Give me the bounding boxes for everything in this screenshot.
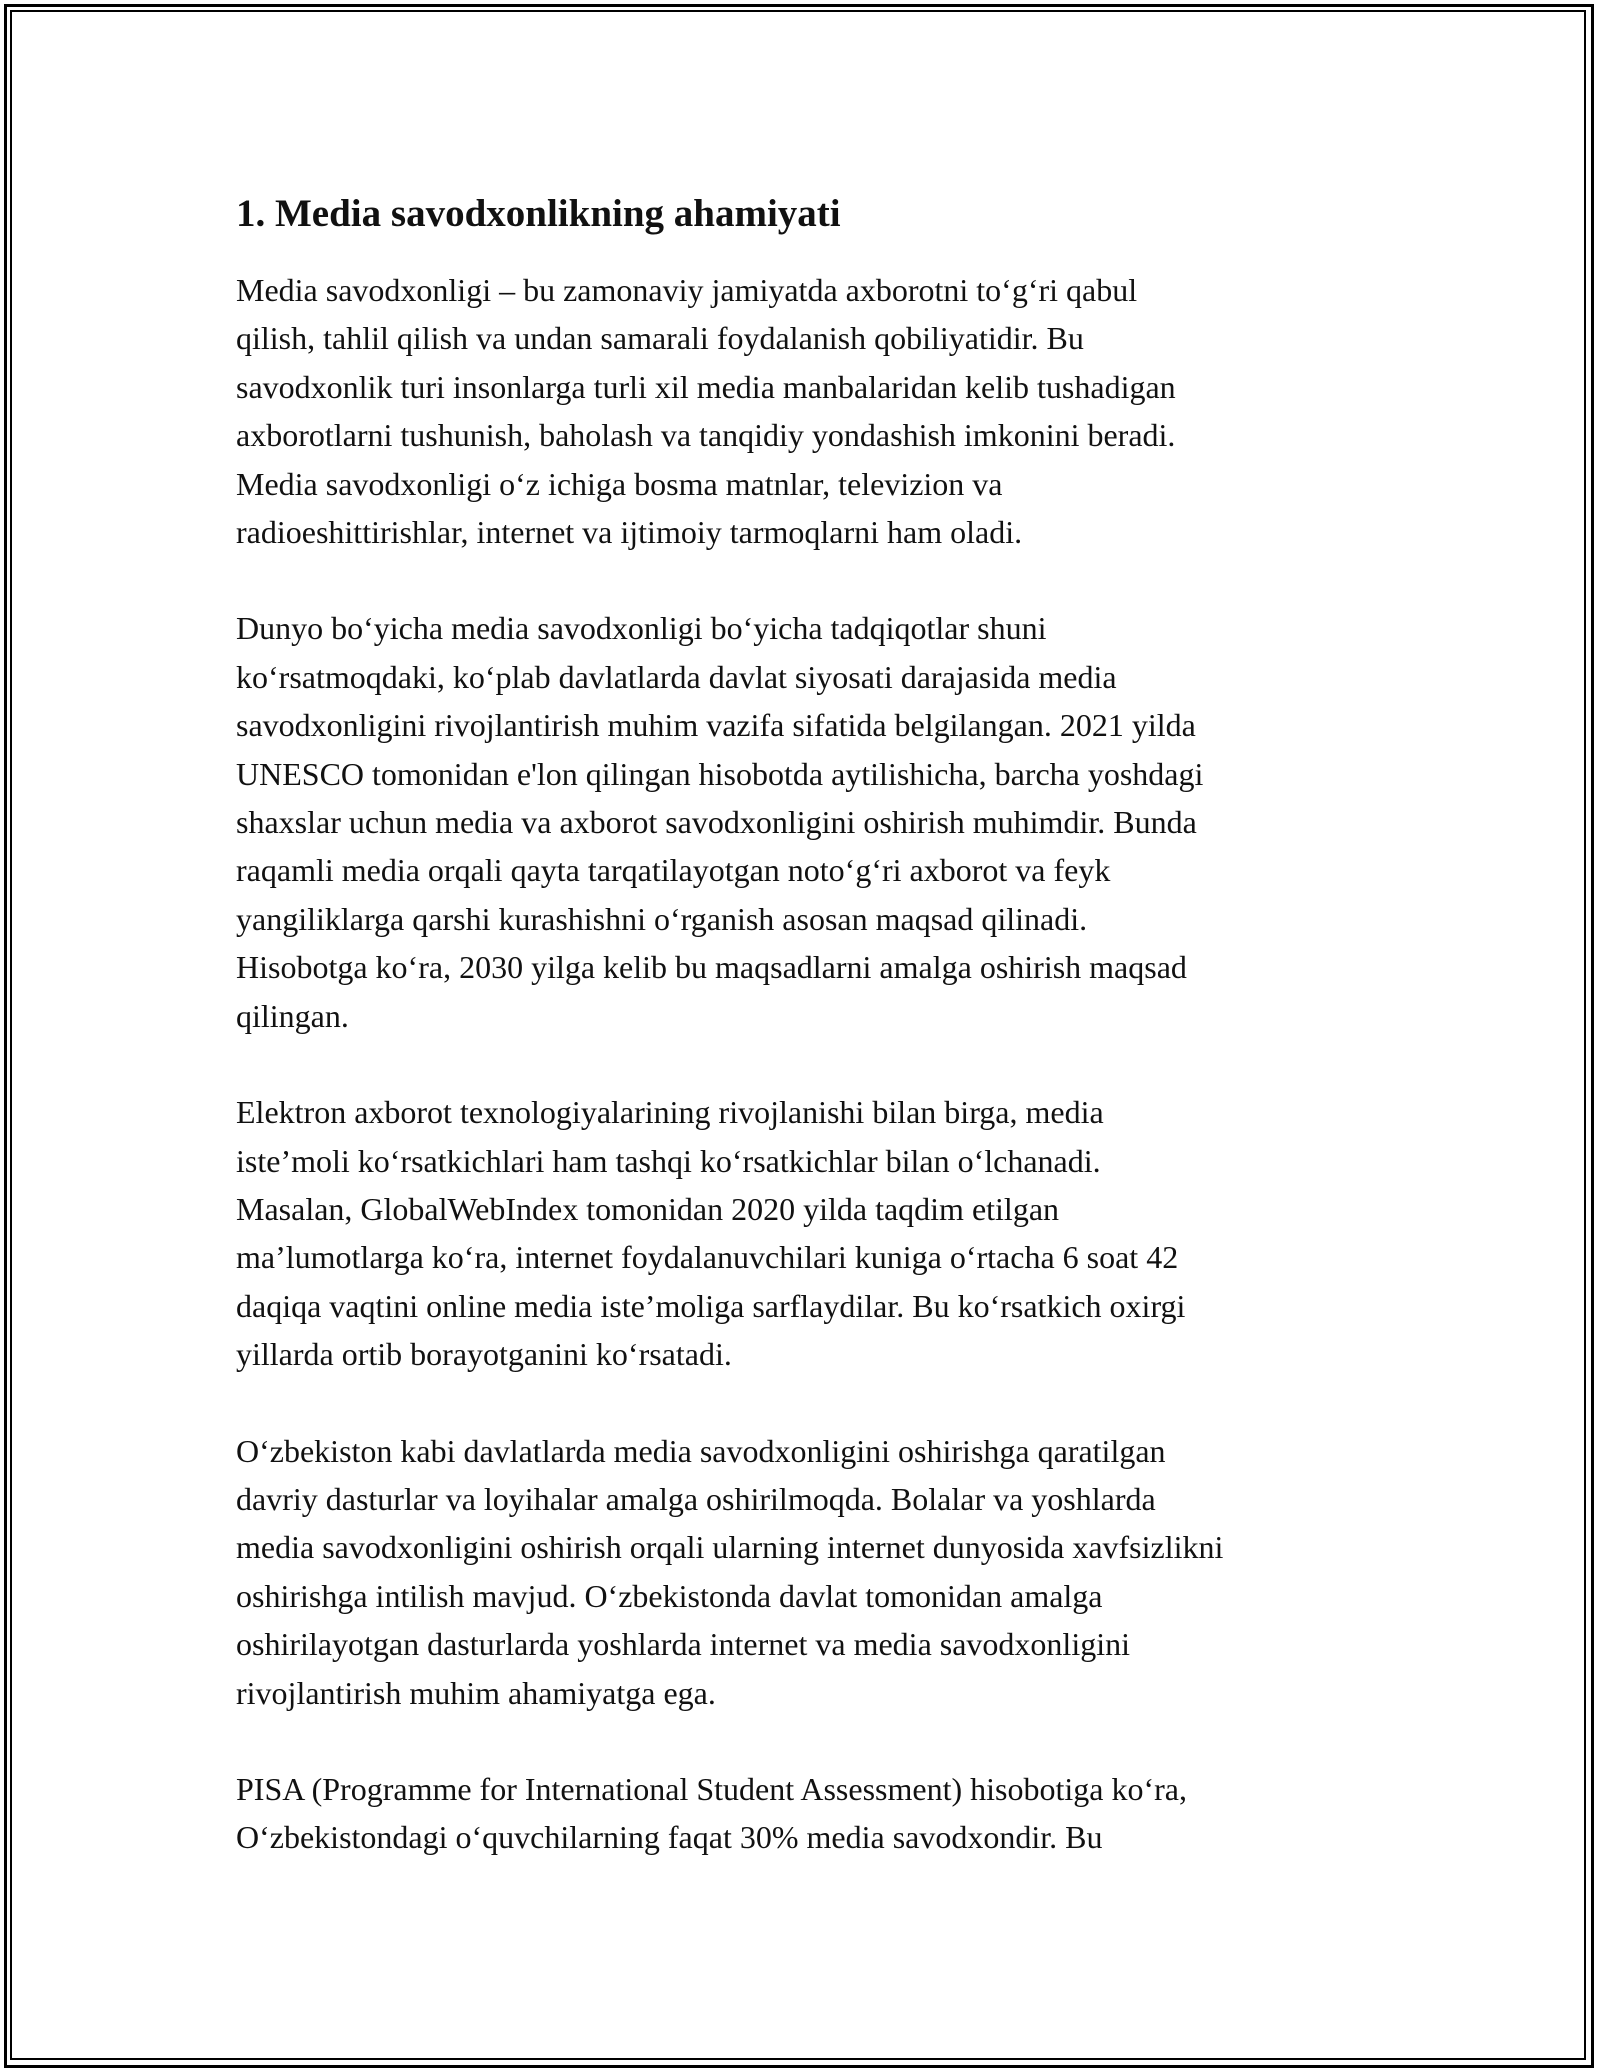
text-line: radioeshittirishlar, internet va ijtimoiy tarmoqlarni ham oladi. — [236, 514, 1023, 551]
text-line: media savodxonligini oshirish orqali ularning internet dunyosida xavfsizlikni — [236, 1529, 1224, 1566]
paragraph — [236, 266, 1376, 556]
text-line: iste’moli ko‘rsatkichlari ham tashqi ko‘rsatkichlar bilan o‘lchanadi. — [236, 1142, 1101, 1179]
text-line: yillarda ortib borayotganini ko‘rsatadi. — [236, 1336, 732, 1373]
paragraph — [236, 604, 1376, 1040]
text-line: O‘zbekiston kabi davlatlarda media savodxonligini oshirishga qaratilgan — [236, 1432, 1166, 1469]
text-line: rivojlantirish muhim ahamiyatga ega. — [236, 1674, 716, 1711]
text-line: Media savodxonligi o‘z ichiga bosma matnlar, televizion va — [236, 465, 1003, 502]
text-line: shaxslar uchun media va axborot savodxonligini oshirish muhimdir. Bunda — [236, 804, 1197, 841]
document-body — [236, 188, 1376, 1910]
text-line: ma’lumotlarga ko‘ra, internet foydalanuvchilari kuniga o‘rtacha 6 soat 42 — [236, 1239, 1179, 1276]
paragraph — [236, 1427, 1376, 1717]
text-line: savodxonligini rivojlantirish muhim vazifa sifatida belgilangan. 2021 yilda — [236, 707, 1196, 744]
text-line: davriy dasturlar va loyihalar amalga oshirilmoqda. Bolalar va yoshlarda — [236, 1480, 1156, 1517]
text-line: Masalan, GlobalWebIndex tomonidan 2020 yilda taqdim etilgan — [236, 1190, 1060, 1227]
text-line: UNESCO tomonidan e'lon qilingan hisobotda aytilishicha, barcha yoshdagi — [236, 755, 1204, 792]
section-heading: 1. Media savodxonlikning ahamiyati — [236, 192, 841, 235]
paragraph — [236, 1765, 1376, 1862]
text-line: raqamli media orqali qayta tarqatilayotgan noto‘g‘ri axborot va feyk — [236, 852, 1111, 889]
text-line: qilish, tahlil qilish va undan samarali foydalanish qobiliyatidir. Bu — [236, 320, 1084, 357]
text-line: O‘zbekistondagi o‘quvchilarning faqat 30% media savodxondir. Bu — [236, 1819, 1103, 1856]
text-line: oshirishga intilish mavjud. O‘zbekistonda davlat tomonidan amalga — [236, 1577, 1103, 1614]
text-line: PISA (Programme for International Student Assessment) hisobotiga ko‘ra, — [236, 1770, 1187, 1807]
text-line: axborotlarni tushunish, baholash va tanqidiy yondashish imkonini beradi. — [236, 417, 1176, 454]
text-line: Hisobotga ko‘ra, 2030 yilga kelib bu maqsadlarni amalga oshirish maqsad — [236, 949, 1187, 986]
text-line: qilingan. — [236, 997, 349, 1034]
text-line: ko‘rsatmoqdaki, ko‘plab davlatlarda davlat siyosati darajasida media — [236, 658, 1117, 695]
text-line: Media savodxonligi – bu zamonaviy jamiyatda axborotni to‘g‘ri qabul — [236, 272, 1138, 308]
text-line: yangiliklarga qarshi kurashishni o‘rganish asosan maqsad qilinadi. — [236, 900, 1088, 937]
text-line: savodxonlik turi insonlarga turli xil media manbalaridan kelib tushadigan — [236, 368, 1176, 405]
text-line: Dunyo bo‘yicha media savodxonligi bo‘yicha tadqiqotlar shuni — [236, 610, 1047, 647]
text-line: oshirilayotgan dasturlarda yoshlarda internet va media savodxonligini — [236, 1626, 1130, 1663]
paragraph — [236, 1088, 1376, 1378]
text-line: Elektron axborot texnologiyalarining rivojlanishi bilan birga, media — [236, 1094, 1104, 1131]
text-line: daqiqa vaqtini online media iste’moliga sarflaydilar. Bu ko‘rsatkich oxirgi — [236, 1287, 1186, 1324]
